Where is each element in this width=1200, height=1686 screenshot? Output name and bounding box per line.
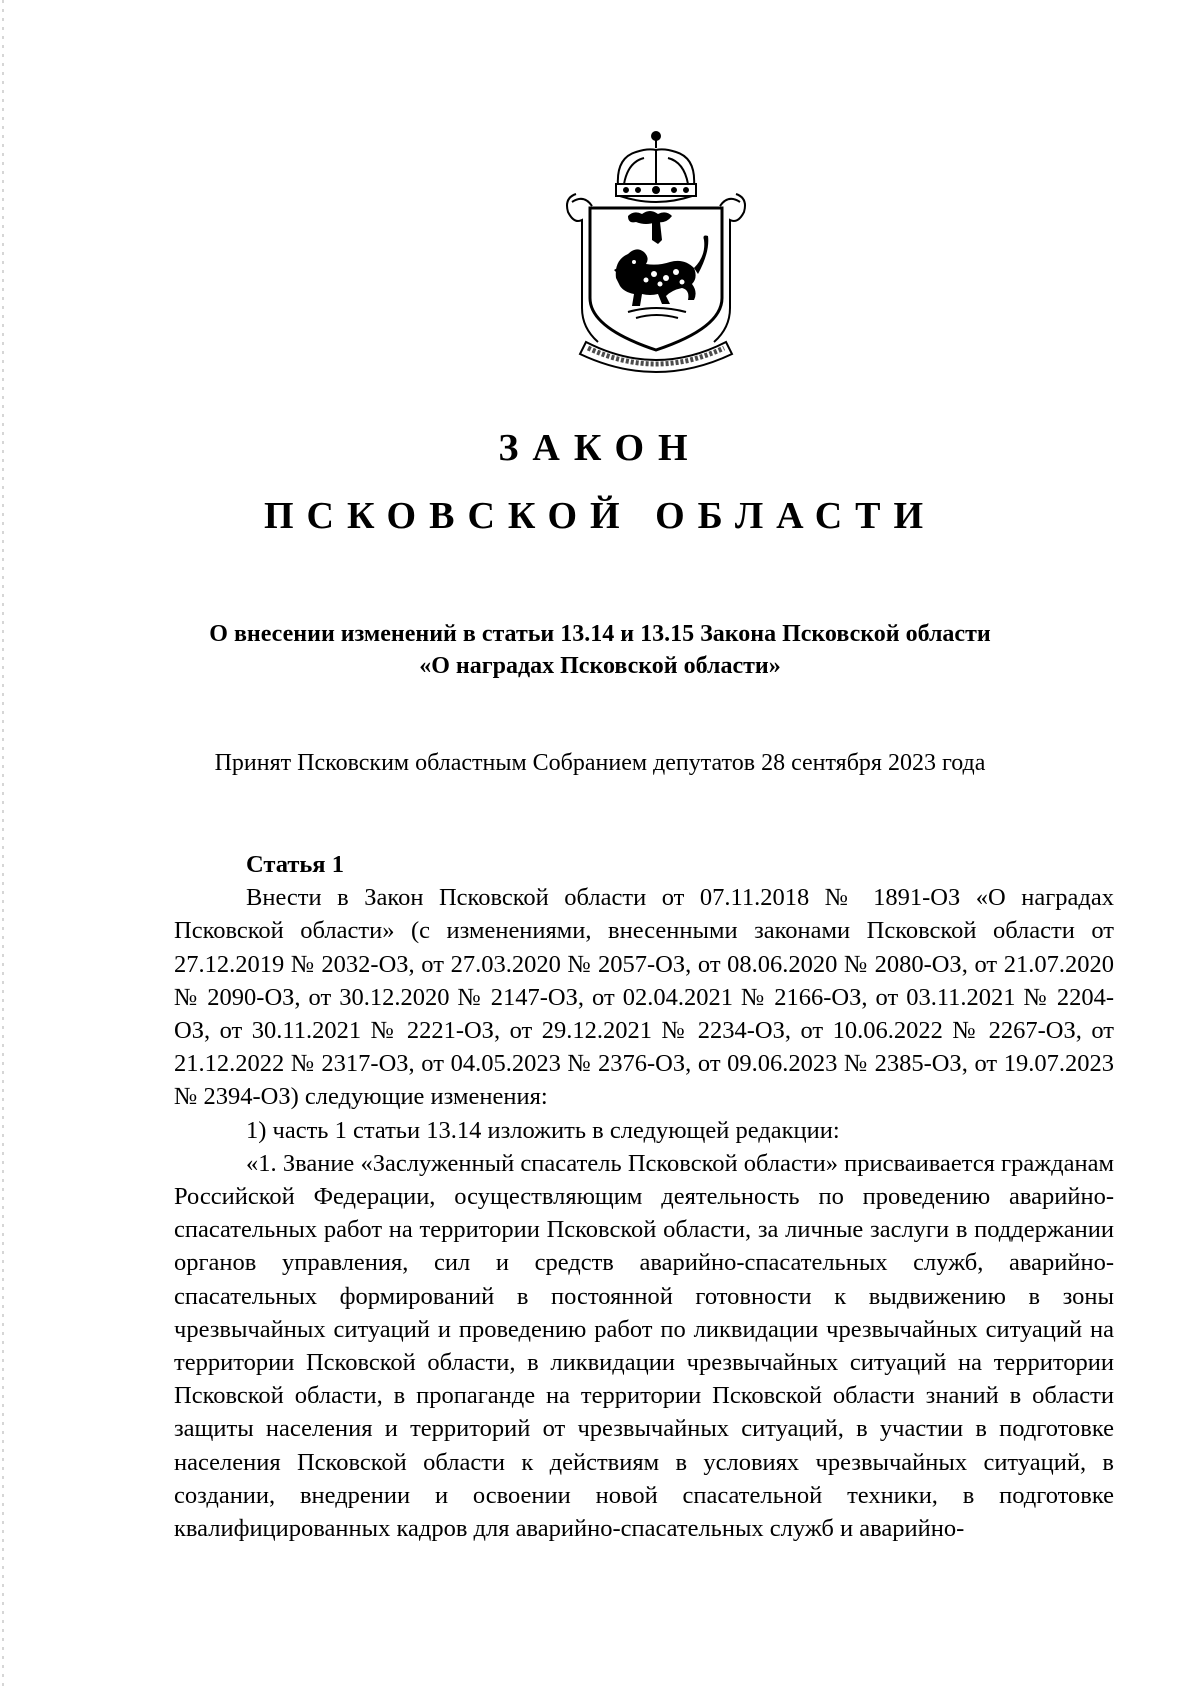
- pskov-coat-of-arms-icon: [558, 128, 754, 376]
- law-body: [174, 848, 1114, 1545]
- law-subject-line-1: О внесении изменений в статьи 13.14 и 13.15 Закона Псковской области: [209, 621, 991, 647]
- paragraph: 1) часть 1 статьи 13.14 изложить в следующей редакции:: [246, 1116, 840, 1144]
- law-title: ЗАКОН: [498, 427, 702, 469]
- law-subject-line-2: «О наградах Псковской области»: [419, 653, 781, 679]
- law-subject: [0, 618, 1200, 682]
- article-heading: Статья 1: [246, 851, 344, 878]
- region-title: ПСКОВСКОЙ ОБЛАСТИ: [263, 495, 937, 537]
- paragraph: «1. Звание «Заслуженный спасатель Псковской области» присваивается гражданам Российской Федерации, осуществляющим деятельность по проведению аварийно-спасательных работ на территории Псковской области, за личные заслуги в поддержании органов управления, сил и средств аварийно-спасательных служб, аварийно-спасательных формирований в постоянной готовности к выдвижению в зоны чрезвычайных ситуаций и проведению работ по ликвидации чрезвычайных ситуаций на территории Псковской области, в ликвидации чрезвычайных ситуаций на территории Псковской области, в пропаганде на территории Псковской области знаний в области защиты населения и территорий от чрезвычайных ситуаций, в участии в подготовке населения Псковской области к действиям в условиях чрезвычайных ситуаций, в создании, внедрении и освоении новой спасательной техники, в подготовке квалифицированных кадров для аварийно-спасательных служб и аварийно-: [174, 1149, 1114, 1543]
- paragraph: Внести в Закон Псковской области от 07.11.2018 № 1891-ОЗ «О наградах Псковской области» (с изменениями, внесенными законами Псковской области от 27.12.2019 № 2032-ОЗ, от 27.03.2020 № 2057-ОЗ, от 08.06.2020 № 2080-ОЗ, от 21.07.2020 № 2090-ОЗ, от 30.12.2020 № 2147-ОЗ, от 02.04.2021 № 2166-ОЗ, от 03.11.2021 № 2204-ОЗ, от 30.11.2021 № 2221-ОЗ, от 29.12.2021 № 2234-ОЗ, от 10.06.2022 № 2267-ОЗ, от 21.12.2022 № 2317-ОЗ, от 04.05.2023 № 2376-ОЗ, от 09.06.2023 № 2385-ОЗ, от 19.07.2023 № 2394-ОЗ) следующие изменения:: [174, 884, 1114, 1111]
- adoption-note: Принят Псковским областным Собранием депутатов 28 сентября 2023 года: [214, 750, 986, 776]
- scan-edge: [2, 0, 4, 1686]
